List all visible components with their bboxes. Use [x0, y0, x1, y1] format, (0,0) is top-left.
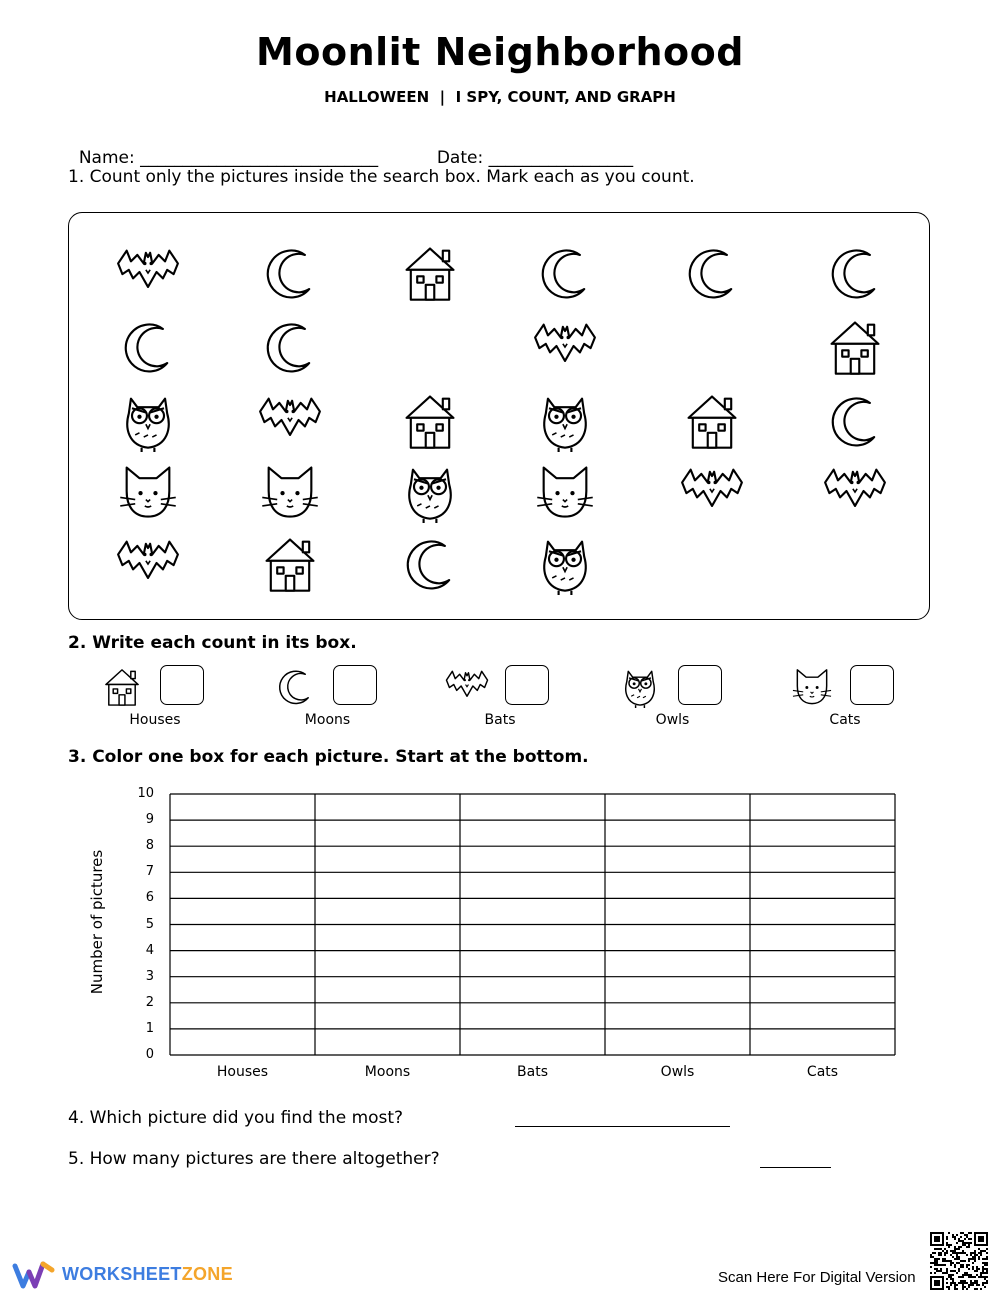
y-tick-label: 7	[145, 864, 154, 880]
house-icon	[106, 670, 138, 705]
moon-icon	[268, 251, 309, 298]
y-tick-label: 0	[145, 1047, 154, 1062]
scan-caption: Scan Here For Digital Version	[718, 1269, 916, 1286]
y-tick-label: 9	[145, 812, 154, 828]
y-tick-label: 4	[145, 942, 154, 958]
name-label: Name:	[78, 148, 141, 168]
bat-icon	[118, 542, 178, 578]
qr-code-icon[interactable]	[930, 1232, 988, 1290]
owl-icon	[127, 399, 168, 452]
brand-name-part-2: ZONE	[181, 1264, 233, 1284]
house-icon	[407, 249, 454, 300]
y-tick-label: 5	[145, 916, 154, 932]
logo-mark-icon	[12, 1260, 56, 1290]
bat-icon	[446, 671, 487, 696]
y-tick-label: 10	[137, 786, 154, 801]
count-label: Owls	[655, 712, 690, 728]
bat-icon	[825, 470, 885, 506]
answer-5-blank[interactable]	[760, 1167, 831, 1168]
count-answer-box[interactable]	[333, 665, 377, 705]
house-icon	[407, 397, 454, 448]
y-tick-label: 2	[145, 994, 154, 1010]
question-2: 2. Write each count in its box.	[68, 633, 357, 653]
date-blank[interactable]: _________________	[488, 148, 634, 168]
cat-icon	[793, 670, 831, 704]
cat-icon	[788, 662, 836, 710]
count-icon-cat	[788, 662, 836, 714]
house-icon	[267, 540, 314, 591]
date-label: Date:	[436, 148, 489, 168]
question-3: 3. Color one box for each picture. Start at the bottom.	[68, 747, 589, 767]
question-4: 4. Which picture did you find the most?	[68, 1108, 404, 1128]
moon-icon	[543, 251, 584, 298]
bat-icon	[682, 470, 742, 506]
bat-icon	[260, 399, 320, 435]
y-tick-label: 6	[145, 890, 154, 906]
count-label: Moons	[304, 712, 351, 728]
owl-icon	[625, 671, 653, 708]
moon-icon	[833, 399, 874, 446]
graph-y-axis-title: Number of pictures	[88, 849, 106, 995]
owl-icon	[544, 542, 585, 595]
y-tick-label: 1	[145, 1020, 154, 1036]
count-answer-box[interactable]	[678, 665, 722, 705]
x-category-label: Moons	[364, 1064, 411, 1080]
moon-icon	[833, 251, 874, 298]
moon-icon	[271, 662, 319, 710]
worksheet-title: Moonlit Neighborhood	[256, 30, 744, 74]
bar-graph-grid[interactable]	[160, 785, 905, 1065]
cat-icon	[262, 468, 317, 517]
bat-icon	[443, 662, 491, 710]
x-category-label: Owls	[660, 1064, 695, 1080]
search-pictures	[0, 0, 1000, 640]
count-icon-bat	[443, 662, 491, 714]
count-label: Cats	[829, 712, 861, 728]
y-tick-label: 8	[145, 838, 154, 854]
question-1: 1. Count only the pictures inside the search box. Mark each as you count.	[68, 167, 695, 187]
x-category-label: Bats	[517, 1064, 548, 1080]
moon-icon	[279, 671, 307, 703]
house-icon	[832, 323, 879, 374]
house-icon	[689, 397, 736, 448]
count-answer-box[interactable]	[850, 665, 894, 705]
count-icon-house	[98, 662, 146, 714]
count-answer-box[interactable]	[160, 665, 204, 705]
brand-logo	[12, 1260, 56, 1294]
count-label: Houses	[129, 712, 181, 728]
bat-icon	[118, 251, 178, 287]
moon-icon	[408, 542, 449, 589]
moon-icon	[268, 325, 309, 372]
cat-icon	[120, 468, 175, 517]
name-blank[interactable]: ____________________________	[140, 148, 379, 168]
x-category-label: Houses	[216, 1064, 269, 1080]
y-tick-label: 3	[145, 968, 154, 984]
moon-icon	[690, 251, 731, 298]
count-label: Bats	[484, 712, 516, 728]
count-icon-owl	[616, 662, 664, 714]
owl-icon	[409, 470, 450, 523]
x-category-label: Cats	[806, 1064, 839, 1080]
house-icon	[98, 662, 146, 710]
cat-icon	[537, 468, 592, 517]
worksheet-subtitle: HALLOWEEN | I SPY, COUNT, AND GRAPH	[324, 88, 676, 106]
bat-icon	[535, 325, 595, 361]
brand-name	[62, 1264, 233, 1285]
count-icon-moon	[271, 662, 319, 714]
answer-4-blank[interactable]	[515, 1126, 730, 1127]
owl-icon	[544, 399, 585, 452]
brand-name-part-1: WORKSHEET	[62, 1264, 182, 1284]
question-5: 5. How many pictures are there altogether?	[68, 1149, 440, 1169]
count-answer-box[interactable]	[505, 665, 549, 705]
owl-icon	[616, 662, 664, 710]
moon-icon	[126, 325, 167, 372]
